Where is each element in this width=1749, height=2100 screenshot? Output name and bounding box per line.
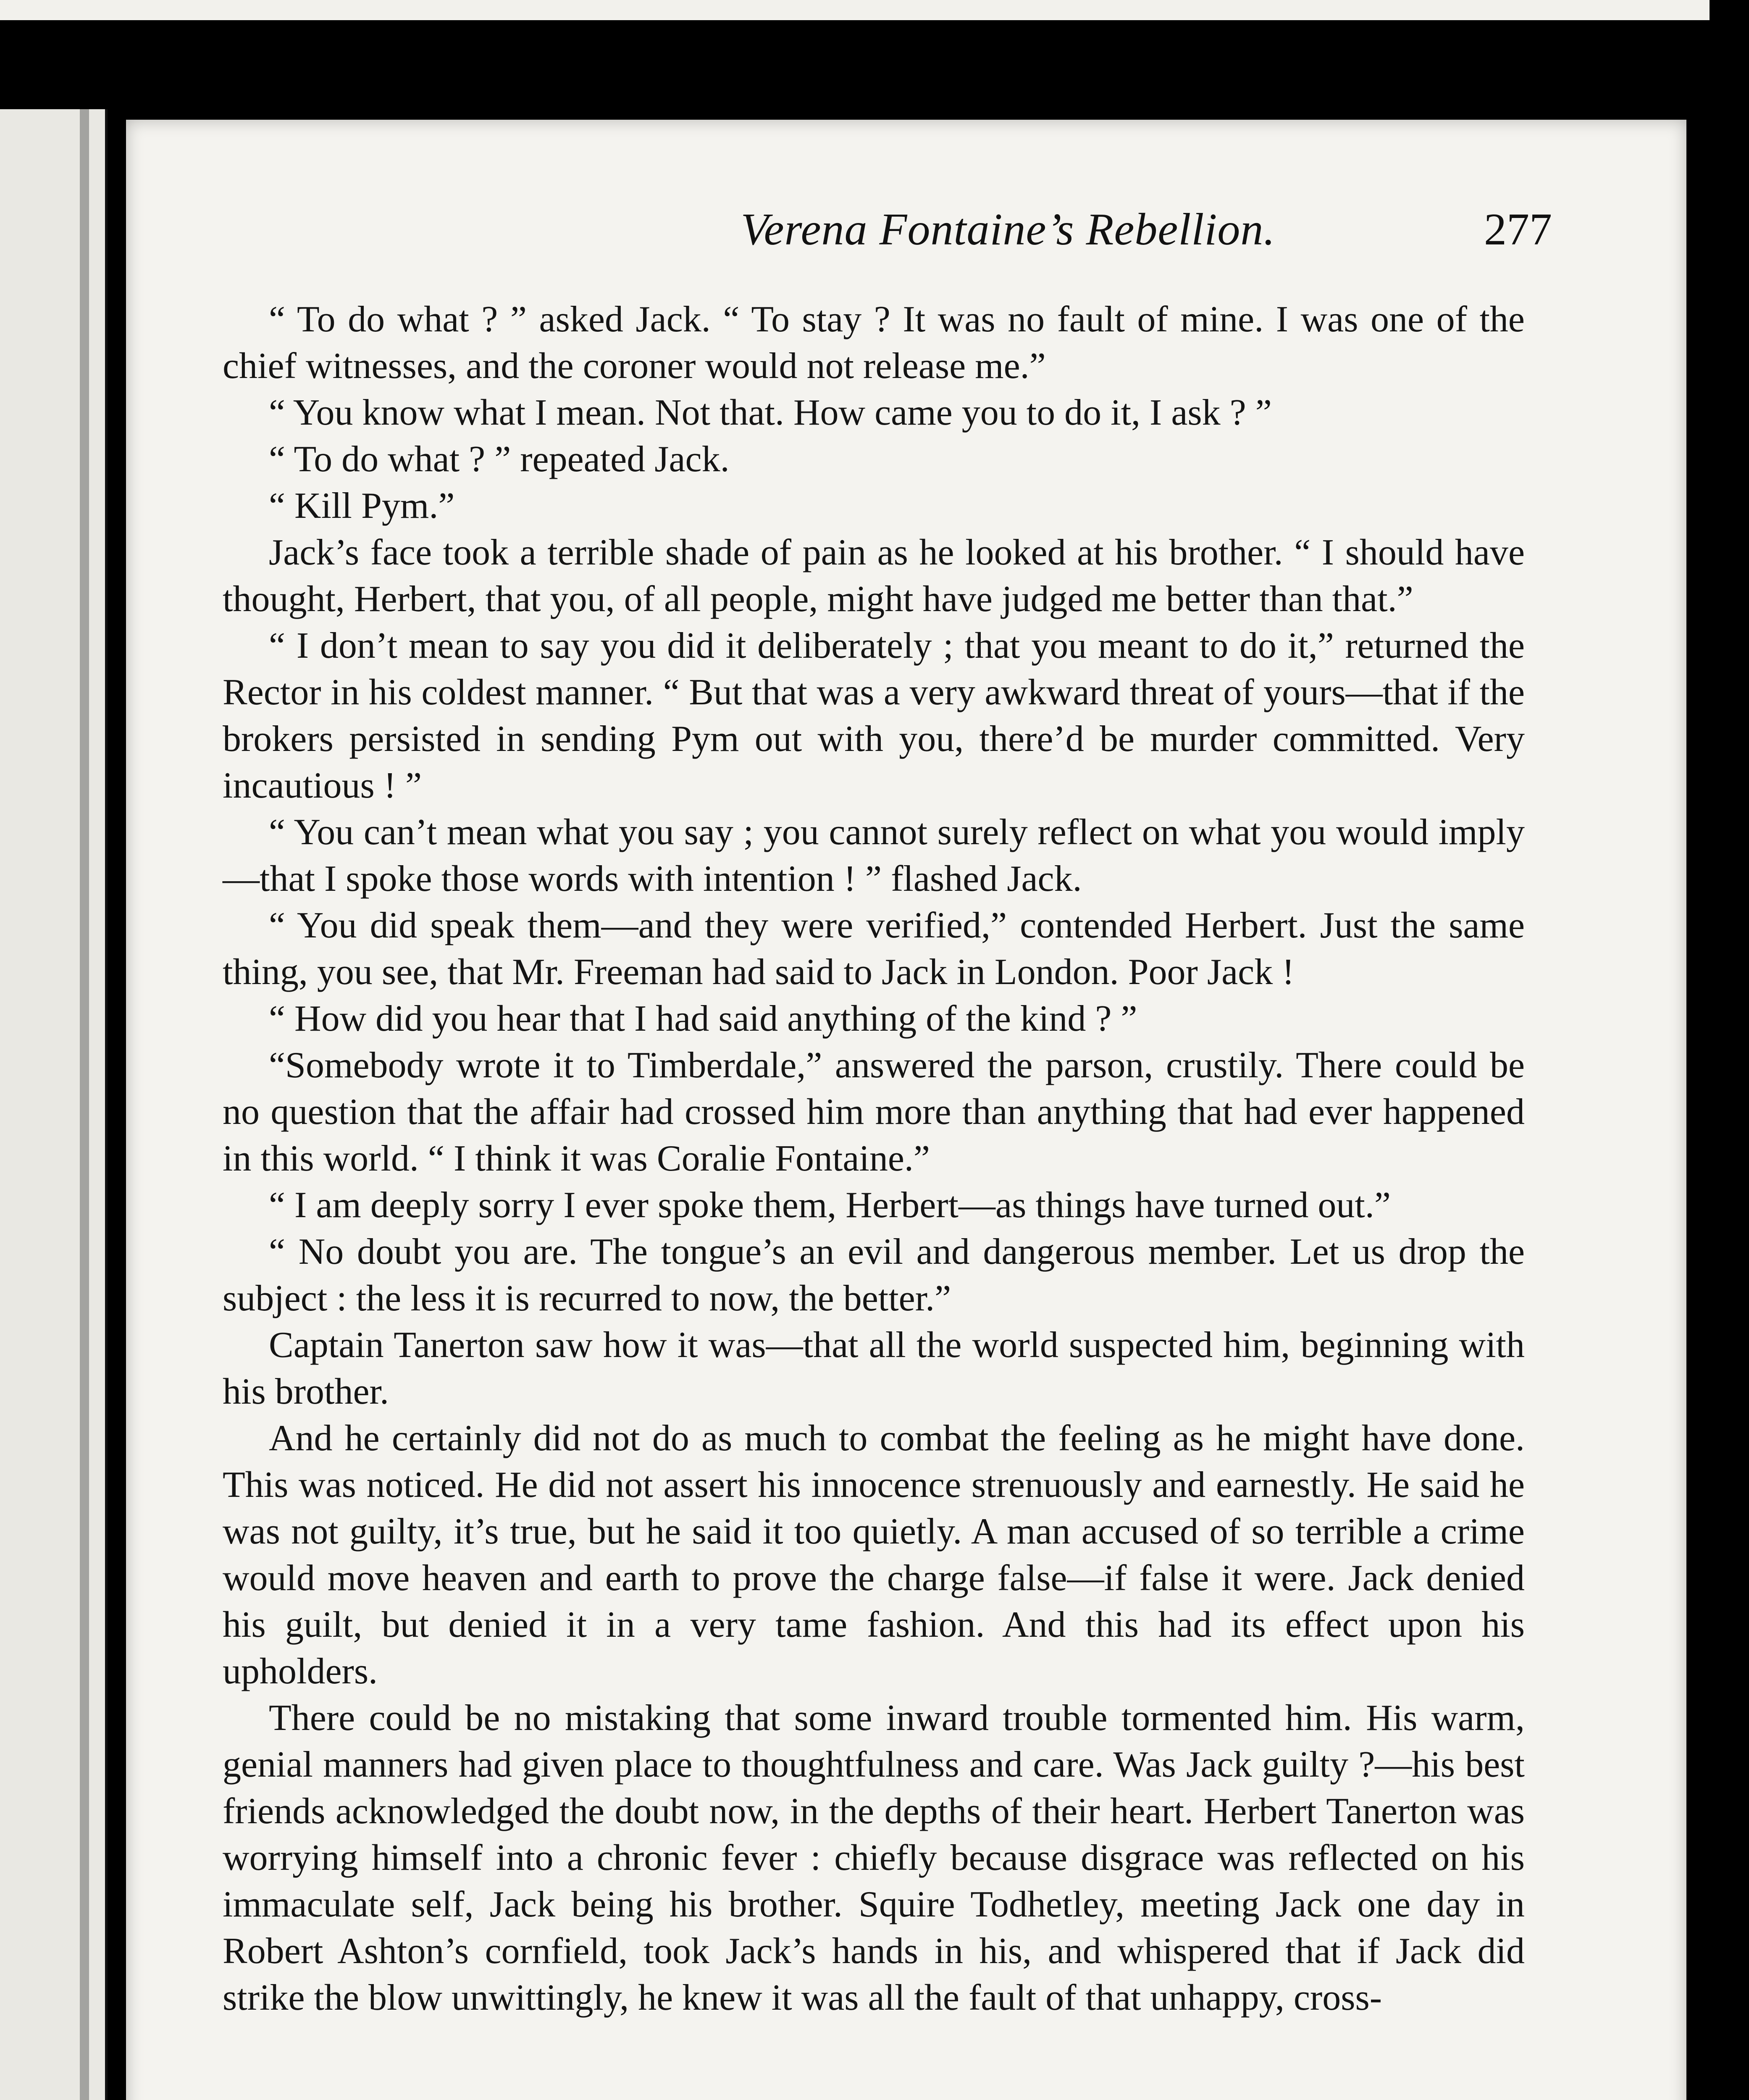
page-number: 277 bbox=[1484, 205, 1552, 255]
paragraph: There could be no mistaking that some inward trouble tormented him. His warm, genial manners had given place to thoughtfulness and care. Was Jack guilty ?—his best friends acknowledged the doubt now, in the depths of their heart. Herbert Tanerton was worrying himself into a chronic fever : chiefly because disgrace was reflected on his immaculate self, Jack being his brother. Squire Todhetley, meeting Jack one day in Robert Ashton’s cornfield, took Jack’s hands in his, and whispered that if Jack did strike the blow unwittingly, he knew it was all the fault of that unhappy, cross- bbox=[223, 1698, 1525, 2018]
facing-page-edge bbox=[0, 0, 1710, 20]
paragraph: Jack’s face took a terrible shade of pain as he looked at his brother. “ I should have thought, Herbert, that you, of all people, might have judged me better than that.” bbox=[223, 532, 1525, 620]
paragraph: “ I am deeply sorry I ever spoke them, Herbert—as things have turned out.” bbox=[269, 1185, 1391, 1226]
paragraph: And he certainly did not do as much to combat the feeling as he might have done. This was noticed. He did not assert his innocence strenuously and earnestly. He said he was not guilty, it’s true, but he said it too quietly. A man accused of so terrible a crime would move heaven and earth to prove the charge false—if false it were. Jack denied his guilt, but denied it in a very tame fashion. And this had its effect upon his upholders. bbox=[223, 1418, 1525, 1692]
paragraph: “ You did speak them—and they were verified,” contended Herbert. Just the same thing, you see, that Mr. Freeman had said to Jack in London. Poor Jack ! bbox=[223, 905, 1525, 992]
paragraph: “ To do what ? ” repeated Jack. bbox=[269, 439, 730, 480]
paragraph: “ You can’t mean what you say ; you cannot surely reflect on what you would imply—that I spoke those words with intention ! ” flashed Jack. bbox=[223, 812, 1525, 899]
paragraph: “ Kill Pym.” bbox=[269, 486, 455, 526]
paragraph: “ No doubt you are. The tongue’s an evil and dangerous member. Let us drop the subject : the less it is recurred to now, the better.” bbox=[223, 1231, 1525, 1319]
paragraph: “ How did you hear that I had said anything of the kind ? ” bbox=[269, 998, 1137, 1039]
paragraph: “ I don’t mean to say you did it deliberately ; that you meant to do it,” returned the Rector in his coldest manner. “ But that was a very awkward threat of yours—that if the brokers persisted in sending Pym out with you, there’d be murder committed. Very incautious ! ” bbox=[223, 625, 1525, 806]
paragraph: “ You know what I mean. Not that. How came you to do it, I ask ? ” bbox=[269, 392, 1272, 433]
book-spine bbox=[80, 109, 89, 2100]
paragraph: “Somebody wrote it to Timberdale,” answered the parson, crustily. There could be no question that the affair had crossed him more than anything that had ever happened in this world. “ I think it was Coralie Fontaine.” bbox=[223, 1045, 1525, 1179]
paragraph: “ To do what ? ” asked Jack. “ To stay ? It was no fault of mine. I was one of the chief witnesses, and the coroner would not release me.” bbox=[223, 299, 1525, 386]
paragraph: Captain Tanerton saw how it was—that all the world suspected him, beginning with his brother. bbox=[223, 1325, 1525, 1412]
page-sheet bbox=[126, 120, 1686, 2100]
body-text bbox=[223, 296, 1525, 2021]
running-title: Verena Fontaine’s Rebellion. bbox=[741, 205, 1276, 255]
left-page-fragment bbox=[0, 109, 108, 2100]
